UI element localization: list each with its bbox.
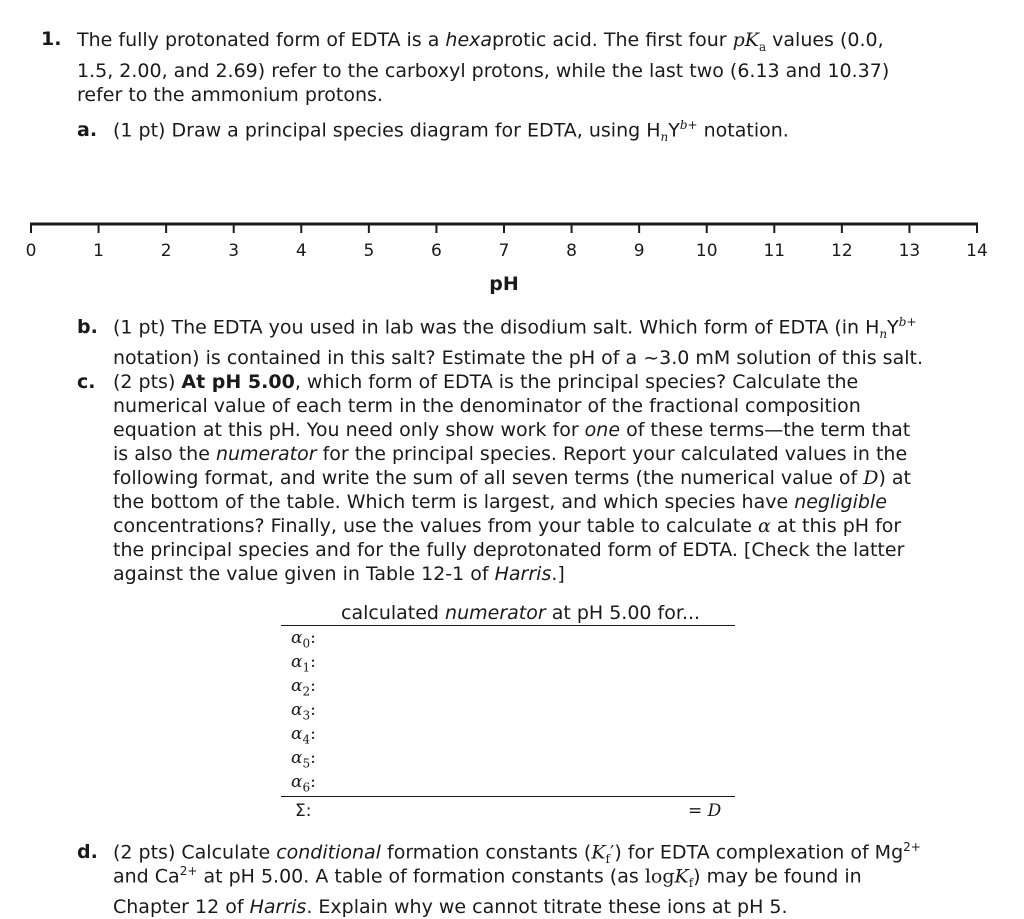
ph-axis-title: pH [489, 273, 519, 295]
ph-tick-label: 4 [295, 241, 307, 261]
ph-axis-ticks [26, 224, 988, 261]
part-d-body: and $Ca^{2+}$ at pH 5.00. A table of formation constants (as logK$_f$) may be found in Chapter 12 of Harris. Explain why we cannot titrate these ions at pH 5. [113, 864, 862, 919]
ph-tick-label: 2 [160, 241, 172, 261]
ph-tick-label: 9 [633, 241, 645, 261]
part-b: b. (1 pt) The EDTA you used in lab was the disodium salt. Which form of EDTA (in $H_nY^{b+}$ notation) is contained in this salt? Estimate the pH of a ~3.0 mM solution of this salt. [77, 315, 923, 370]
sum-label: Σ: [295, 801, 312, 821]
question-number: 1. [41, 28, 62, 50]
alpha-row-label: $\alpha_0$: [291, 628, 316, 651]
ph-tick-label: 1 [93, 241, 104, 261]
ph-tick-label: 8 [566, 241, 577, 261]
ph-tick-label: 5 [363, 241, 375, 261]
part-d-label: d. [77, 841, 98, 864]
ph-tick-label: 0 [25, 241, 37, 261]
table-header-rule [281, 625, 735, 626]
part-d: d. (2 pts) Calculate conditional formation constants $(K_f')$ for EDTA complexation of $Mg^{2+}$ [77, 840, 921, 867]
part-a: a. (1 pt) Draw a principal species diagram for EDTA, using $H_nY^{b+}$ notation. [77, 118, 789, 145]
ph-tick-label: 13 [898, 241, 921, 261]
ph-tick-label: 6 [431, 241, 442, 261]
ph-axis [0, 214, 1024, 298]
alpha-row-label: $\alpha_4$: [291, 724, 316, 747]
ph-tick-label: 10 [695, 241, 718, 261]
part-c-body: numerical value of each term in the denominator of the fractional composition equation at this pH. You need only show work for one of these terms—the term that is also the numerator for the principal species. Report your calculated values in the following format, and write the sum of all seven terms (the numerical value of D) at the bottom of the table. Which term is largest, and which species have negligible concentrations? Finally, use the values from your table to calculate α at this pH for the principal species and for the fully deprotonated form of EDTA. [Check the latter against the value given in Table 12-1 of Harris.] [113, 395, 911, 585]
ph-tick-label: 14 [966, 241, 988, 261]
ph-tick-label: 12 [831, 241, 853, 261]
ph-tick-label: 11 [763, 241, 786, 261]
part-a-label: a. [77, 119, 98, 142]
sum-value: = D [688, 801, 722, 821]
table-sum-rule [281, 796, 735, 797]
part-c: c. (2 pts) At pH 5.00, which form of EDTA is the principal species? Calculate the [77, 371, 859, 393]
alpha-row-label: $\alpha_3$: [291, 700, 316, 723]
ph-tick-label: 3 [228, 241, 240, 261]
alpha-row-label: $\alpha_6$: [291, 772, 316, 795]
alpha-row-label: $\alpha_5$: [291, 748, 316, 771]
alpha-row-label: $\alpha_1$: [291, 652, 316, 675]
part-c-label: c. [77, 371, 96, 393]
question-intro: The fully protonated form of EDTA is a hexaprotic acid. The first four $pK_a$ values (0.0, 1.5, 2.00, and 2.69) refer to the carboxyl protons, while the last two (6.13 and 10.37) refer to the ammonium protons. [77, 29, 890, 106]
part-b-label: b. [77, 316, 98, 339]
ph-tick-label: 7 [498, 241, 510, 261]
alpha-row-label: $\alpha_2$: [291, 676, 316, 699]
table-header: calculated numerator at pH 5.00 for... [341, 602, 701, 624]
